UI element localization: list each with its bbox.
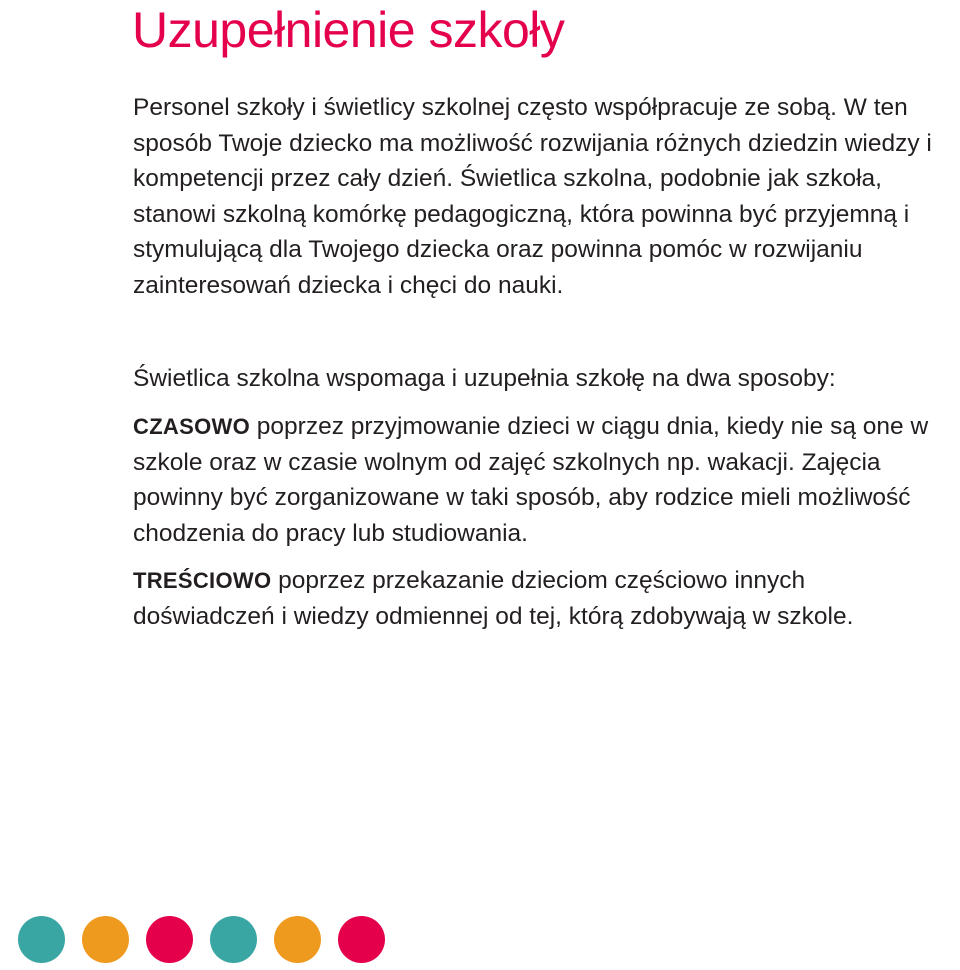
item-czasowo <box>133 409 945 551</box>
decorative-dot <box>146 916 193 963</box>
decorative-dot <box>274 916 321 963</box>
decorative-dots <box>18 916 385 963</box>
item-text: poprzez przyjmowanie dzieci w ciągu dnia, kiedy nie są one w szkole oraz w czasie wolnym od zajęć szkolnych np. wakacji. Zajęcia powinny być zorganizowane w taki sposób, aby rodzice mieli możliwość chodzenia do pracy lub studiowania. <box>133 413 929 547</box>
page-title: Uzupełnienie szkoły <box>132 2 565 58</box>
ways-intro-paragraph: Świetlica szkolna wspomaga i uzupełnia szkołę na dwa sposoby: <box>133 365 836 392</box>
decorative-dot <box>210 916 257 963</box>
item-tresciowo <box>133 563 945 634</box>
item-keyword: CZASOWO <box>133 414 250 439</box>
decorative-dot <box>82 916 129 963</box>
decorative-dot <box>338 916 385 963</box>
item-keyword: TREŚCIOWO <box>133 568 272 593</box>
decorative-dot <box>18 916 65 963</box>
intro-paragraph: Personel szkoły i świetlicy szkolnej często współpracuje ze sobą. W ten sposób Twoje dziecko ma możliwość rozwijania różnych dziedzin wiedzy i kompetencji przez cały dzień. Świetlica szkolna, podobnie jak szkoła, stanowi szkolną komórkę pedagogiczną, która powinna być przyjemną i stymulującą dla Twojego dziecka oraz powinna pomóc w rozwijaniu zainteresowań dziecka i chęci do nauki. <box>133 94 932 299</box>
item-text: poprzez przekazanie dzieciom częściowo innych doświadczeń i wiedzy odmiennej od tej, którą zdobywają w szkole. <box>133 567 854 630</box>
